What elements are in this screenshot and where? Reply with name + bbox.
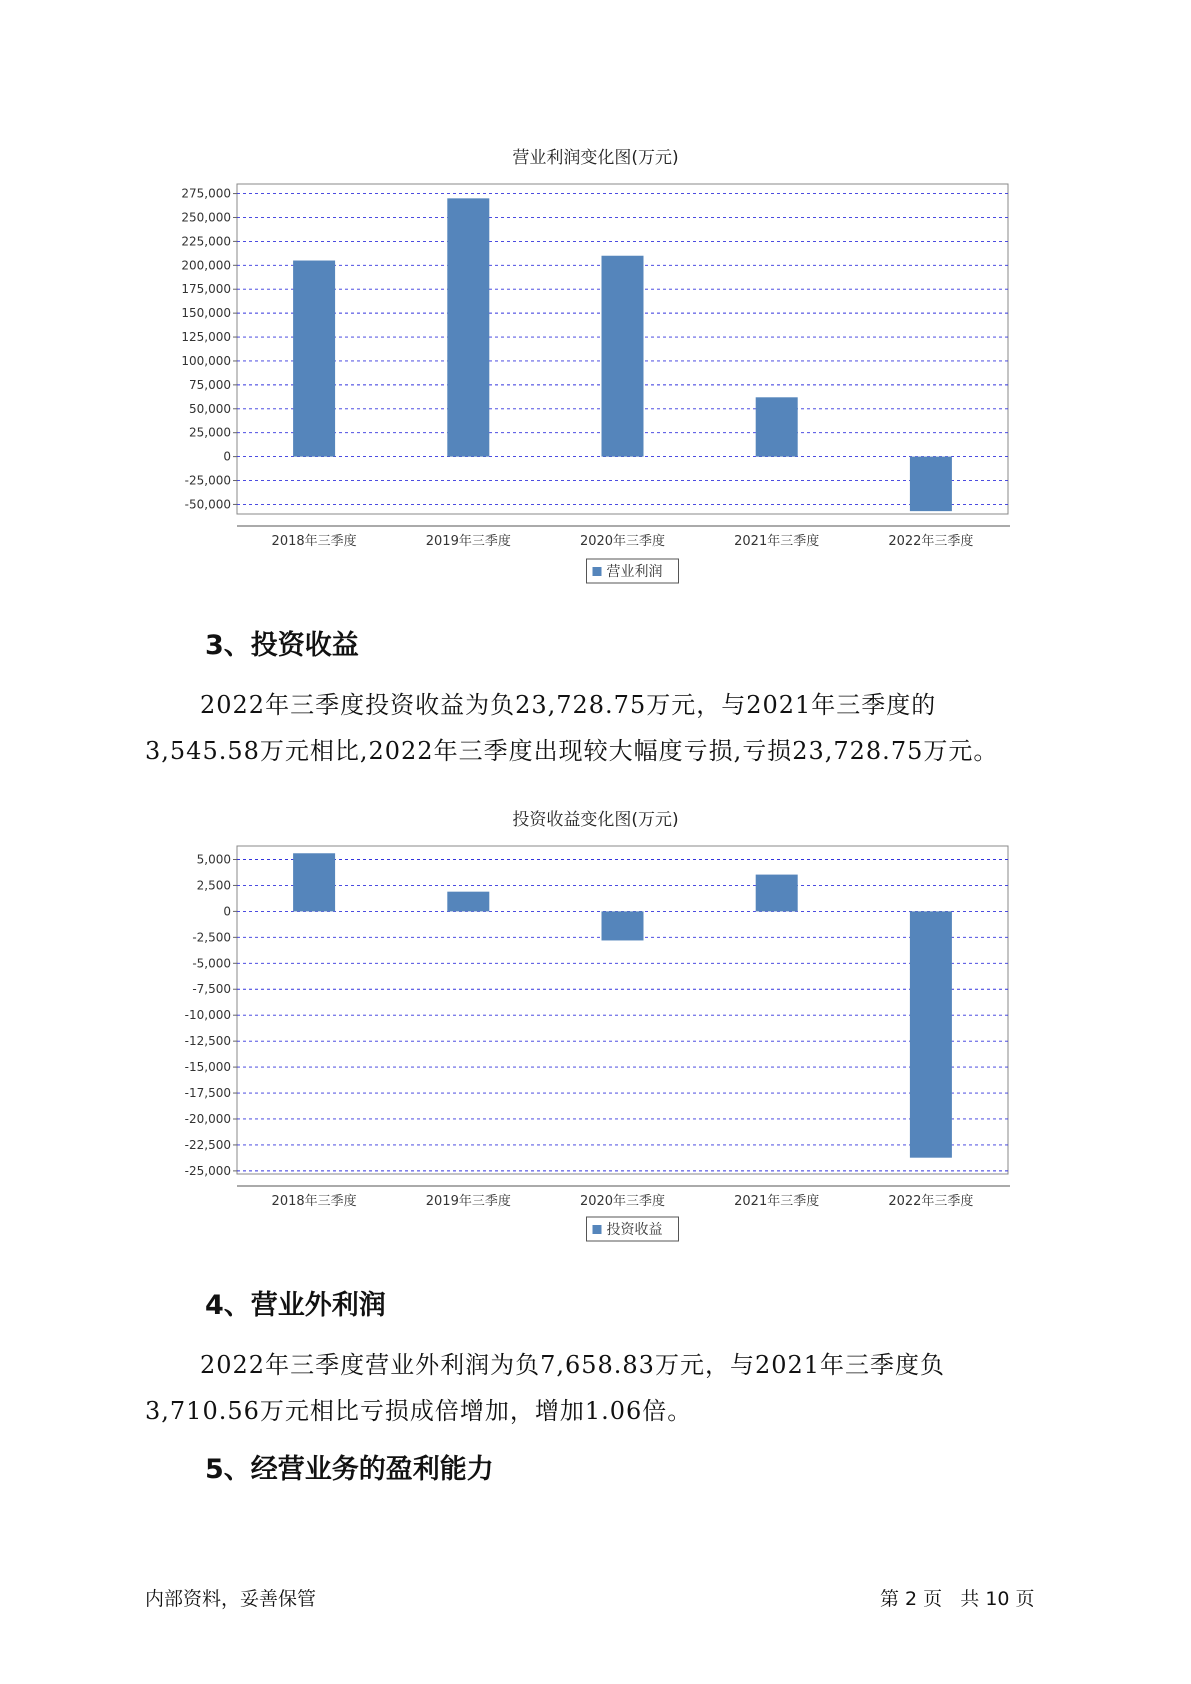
y-tick-label: 25,000 <box>189 425 231 440</box>
y-tick-label: 250,000 <box>181 210 231 225</box>
y-tick-label: 100,000 <box>181 353 231 368</box>
x-tick-label: 2020年三季度 <box>579 1194 666 1209</box>
y-tick-label: -17,500 <box>184 1086 231 1101</box>
section4-heading: 4、营业外利润 <box>205 1290 386 1321</box>
legend-swatch <box>593 1225 602 1234</box>
legend-label: 营业利润 <box>606 564 663 580</box>
y-tick-label: -7,500 <box>192 982 231 997</box>
investment-income-chart <box>0 835 1191 1255</box>
x-tick-label: 2021年三季度 <box>734 1194 820 1209</box>
chart1-title: 营业利润变化图(万元) <box>512 148 679 168</box>
operating-profit-chart <box>0 170 1191 590</box>
section3-heading: 3、投资收益 <box>205 630 359 661</box>
section4-line2: 3,710.56万元相比亏损成倍增加，增加1.06倍。 <box>145 1397 693 1425</box>
bar <box>293 261 335 457</box>
bar <box>602 911 644 940</box>
plot-area <box>237 846 1008 1174</box>
y-tick-label: 200,000 <box>181 258 231 273</box>
y-tick-label: -25,000 <box>184 473 231 488</box>
chart2-title: 投资收益变化图(万元) <box>512 810 679 830</box>
y-tick-label: 125,000 <box>181 330 231 345</box>
y-tick-label: 75,000 <box>189 377 231 392</box>
section3-line2: 3,545.58万元相比,2022年三季度出现较大幅度亏损,亏损23,728.75万元。 <box>145 737 999 765</box>
y-tick-label: 2,500 <box>196 878 231 893</box>
y-tick-label: -20,000 <box>184 1111 231 1126</box>
footer-left: 内部资料，妥善保管 <box>145 1588 317 1610</box>
section3-line1: 2022年三季度投资收益为负23,728.75万元，与2021年三季度的 <box>200 691 937 719</box>
legend-label: 投资收益 <box>606 1222 663 1238</box>
section5-heading: 5、经营业务的盈利能力 <box>205 1454 494 1485</box>
y-tick-label: 0 <box>223 904 231 919</box>
footer-page-number: 第 2 页 共 10 页 <box>880 1588 1035 1610</box>
y-tick-label: 275,000 <box>181 186 231 201</box>
bar <box>756 397 798 456</box>
y-tick-label: 50,000 <box>189 401 231 416</box>
bar <box>293 853 335 911</box>
bar <box>447 198 489 456</box>
y-tick-label: -2,500 <box>192 930 231 945</box>
y-tick-label: -15,000 <box>184 1060 231 1075</box>
bar <box>756 875 798 912</box>
x-tick-label: 2020年三季度 <box>579 534 666 549</box>
y-tick-label: 150,000 <box>181 306 231 321</box>
x-tick-label: 2021年三季度 <box>734 534 820 549</box>
bar <box>910 911 952 1157</box>
x-tick-label: 2019年三季度 <box>425 1194 511 1209</box>
y-tick-label: -12,500 <box>184 1034 231 1049</box>
x-tick-label: 2022年三季度 <box>888 1194 974 1209</box>
legend-swatch <box>593 567 602 576</box>
y-tick-label: -22,500 <box>184 1137 231 1152</box>
y-tick-label: 175,000 <box>181 282 231 297</box>
bar <box>447 892 489 912</box>
x-tick-label: 2022年三季度 <box>888 534 974 549</box>
y-tick-label: 225,000 <box>181 234 231 249</box>
y-tick-label: -25,000 <box>184 1163 231 1178</box>
y-tick-label: 5,000 <box>196 852 231 867</box>
y-tick-label: -5,000 <box>192 956 231 971</box>
x-tick-label: 2019年三季度 <box>425 534 511 549</box>
y-tick-label: -10,000 <box>184 1008 231 1023</box>
bar <box>602 256 644 457</box>
bar <box>910 457 952 512</box>
y-tick-label: -50,000 <box>184 497 231 512</box>
x-tick-label: 2018年三季度 <box>271 1194 357 1209</box>
y-tick-label: 0 <box>223 449 231 464</box>
section4-line1: 2022年三季度营业外利润为负7,658.83万元，与2021年三季度负 <box>200 1351 946 1379</box>
x-tick-label: 2018年三季度 <box>271 534 357 549</box>
